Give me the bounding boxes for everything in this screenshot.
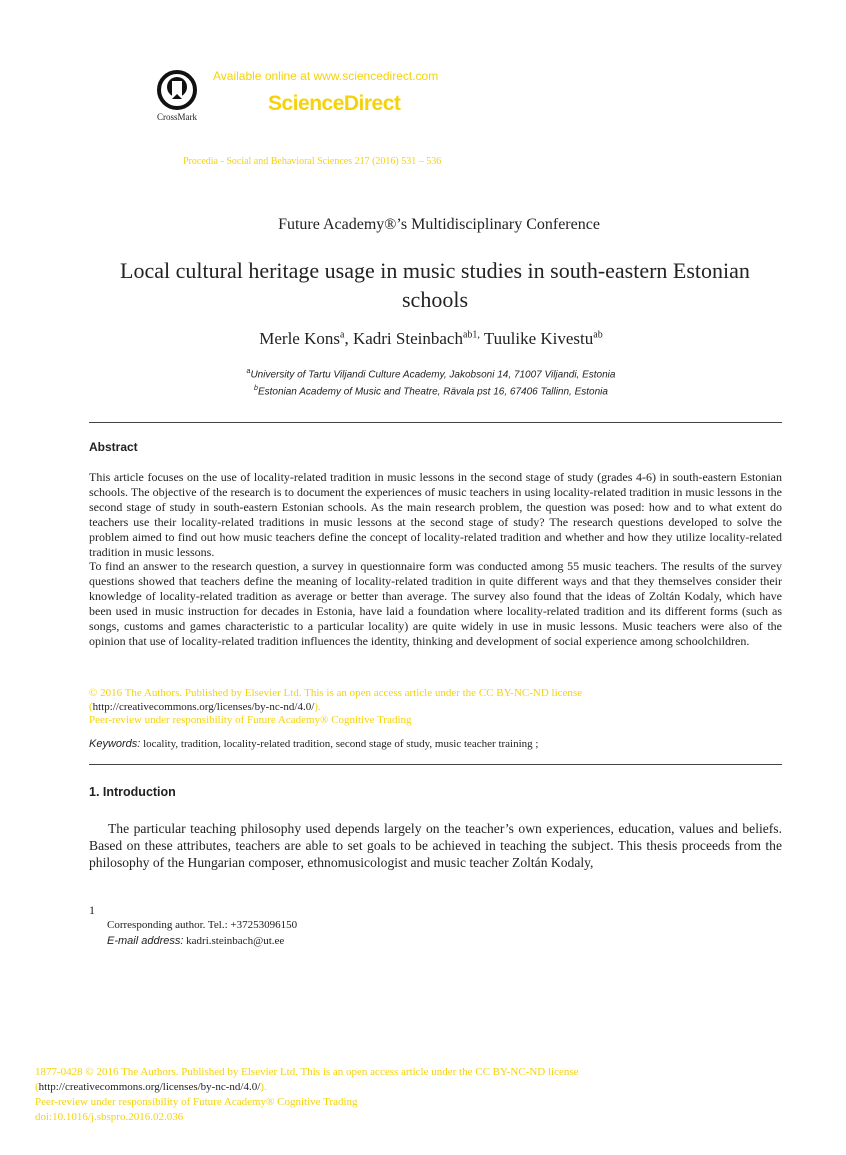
author-name: Kadri Steinbach xyxy=(352,329,463,348)
keywords-text: locality, tradition, locality-related tradition, second stage of study, music teacher training ; xyxy=(140,738,539,750)
peer-review-line: Peer-review under responsibility of Future Academy® Cognitive Trading xyxy=(89,714,412,726)
paren: ( xyxy=(35,1081,39,1093)
keywords xyxy=(89,738,538,750)
email-address[interactable]: kadri.steinbach@ut.ee xyxy=(183,935,285,947)
affiliation-mark: b xyxy=(254,385,258,393)
email-label: E-mail address: xyxy=(107,935,184,947)
keywords-bottom-divider xyxy=(89,764,782,765)
corresponding-author-note: Corresponding author. Tel.: +37253096150 xyxy=(107,919,298,931)
introduction-heading: 1. Introduction xyxy=(89,785,176,799)
license-line: © 2016 The Authors. Published by Elsevier Ltd. This is an open access article under the CC BY-NC-ND license xyxy=(89,687,583,699)
footnote-mark: 1 xyxy=(89,903,95,917)
footer-url-line xyxy=(35,1080,579,1095)
conference-name: Future Academy®’s Multidisciplinary Conference xyxy=(278,216,600,233)
abstract-heading: Abstract xyxy=(89,440,138,454)
affiliation-line xyxy=(0,365,846,382)
author-separator: , xyxy=(344,329,353,348)
author-affiliation-mark: ab1, xyxy=(462,329,480,341)
paper-title: Local cultural heritage usage in music studies in south-eastern Estonian schools xyxy=(120,258,750,312)
abstract-paragraph: To find an answer to the research question, a survey in questionnaire form was conducted among 55 music teachers. The results of the survey questions showed that teachers define the meaning of locality-related tradition in quite different ways and that they themselves consider their knowledge of locality-related tradition as average or better than average. The survey also found that the ideas of Zoltán Kodaly, which have been used in music instruction for decades in Estonia, have laid a foundation where locality-related tradition and its different forms (such as songs, customs and games characteristic to a particular locality) are quite widely in use in music lessons. Music teachers were also of the opinion that use of locality-related tradition influences the identity, thinking and development of social experience among schoolchildren. xyxy=(89,559,782,648)
author-name: Tuulike Kivestu xyxy=(483,329,594,348)
affiliation-text: Estonian Academy of Music and Theatre, Rävala pst 16, 67406 Tallinn, Estonia xyxy=(257,386,608,398)
license-url-line xyxy=(89,701,582,715)
affiliation-text: University of Tartu Viljandi Culture Academy, Jakobsoni 14, 71007 Viljandi, Estonia xyxy=(250,369,616,381)
author-list xyxy=(0,329,846,349)
author-affiliation-mark: ab xyxy=(593,329,603,341)
journal-citation: Procedia - Social and Behavioral Sciences 217 (2016) 531 – 536 xyxy=(183,156,442,167)
paren: ( xyxy=(89,700,93,713)
abstract-paragraph: This article focuses on the use of locality-related tradition in music lessons in the second stage of study (grades 4-6) in south-eastern Estonian schools. The objective of the research is to document the experiences of music teachers in using locality-related tradition in music lessons in the second stage of study in south-eastern Estonian schools. As the main research problem, the question was posed: how and to what extent do teachers use their locality-related traditions in music lessons at the second stage of study? The research questions developed to solve the problem aimed to find out how music teachers define the concept of locality-related tradition and whether and how they utilize locality-related tradition in music lessons. xyxy=(89,470,782,559)
footer-peer-review-line: Peer-review under responsibility of Future Academy® Cognitive Trading xyxy=(35,1096,358,1108)
doi-line[interactable]: doi:10.1016/j.sbspro.2016.02.036 xyxy=(35,1111,184,1123)
page-footer xyxy=(35,1065,579,1125)
crossmark-icon xyxy=(157,70,197,110)
paren: ). xyxy=(260,1081,267,1093)
abstract-body xyxy=(89,470,782,649)
footer-license-url-link[interactable]: http://creativecommons.org/licenses/by-nc-nd/4.0/ xyxy=(38,1081,261,1093)
paren: ). xyxy=(314,700,321,713)
introduction-paragraph: The particular teaching philosophy used depends largely on the teacher’s own experiences, education, values and beliefs. Based on these attributes, teachers are able to set goals to be achieved in teaching the subject. This thesis proceeds from the philosophy of the Hungarian composer, ethnomusicologist and music teacher Zoltán Kodaly, xyxy=(89,821,782,870)
crossmark-badge[interactable] xyxy=(148,70,206,122)
available-online-link[interactable]: Available online at www.sciencedirect.com xyxy=(213,69,439,83)
sciencedirect-logo[interactable]: ScienceDirect xyxy=(268,92,401,115)
email-note xyxy=(107,935,284,947)
author-name: Merle Kons xyxy=(259,329,340,348)
issn-line: 1877-0428 © 2016 The Authors. Published by Elsevier Ltd. This is an open access article under the CC BY-NC-ND license xyxy=(35,1066,579,1078)
crossmark-label: CrossMark xyxy=(157,112,197,122)
affiliation-mark: a xyxy=(246,368,251,375)
keywords-label: Keywords: xyxy=(89,738,141,750)
affiliations xyxy=(0,365,846,400)
license-notice xyxy=(89,687,582,728)
affiliation-line xyxy=(0,382,846,399)
license-url-link[interactable]: http://creativecommons.org/licenses/by-nc-nd/4.0/ xyxy=(92,700,315,713)
author-affiliation-mark: a xyxy=(340,329,345,341)
abstract-top-divider xyxy=(89,422,782,423)
